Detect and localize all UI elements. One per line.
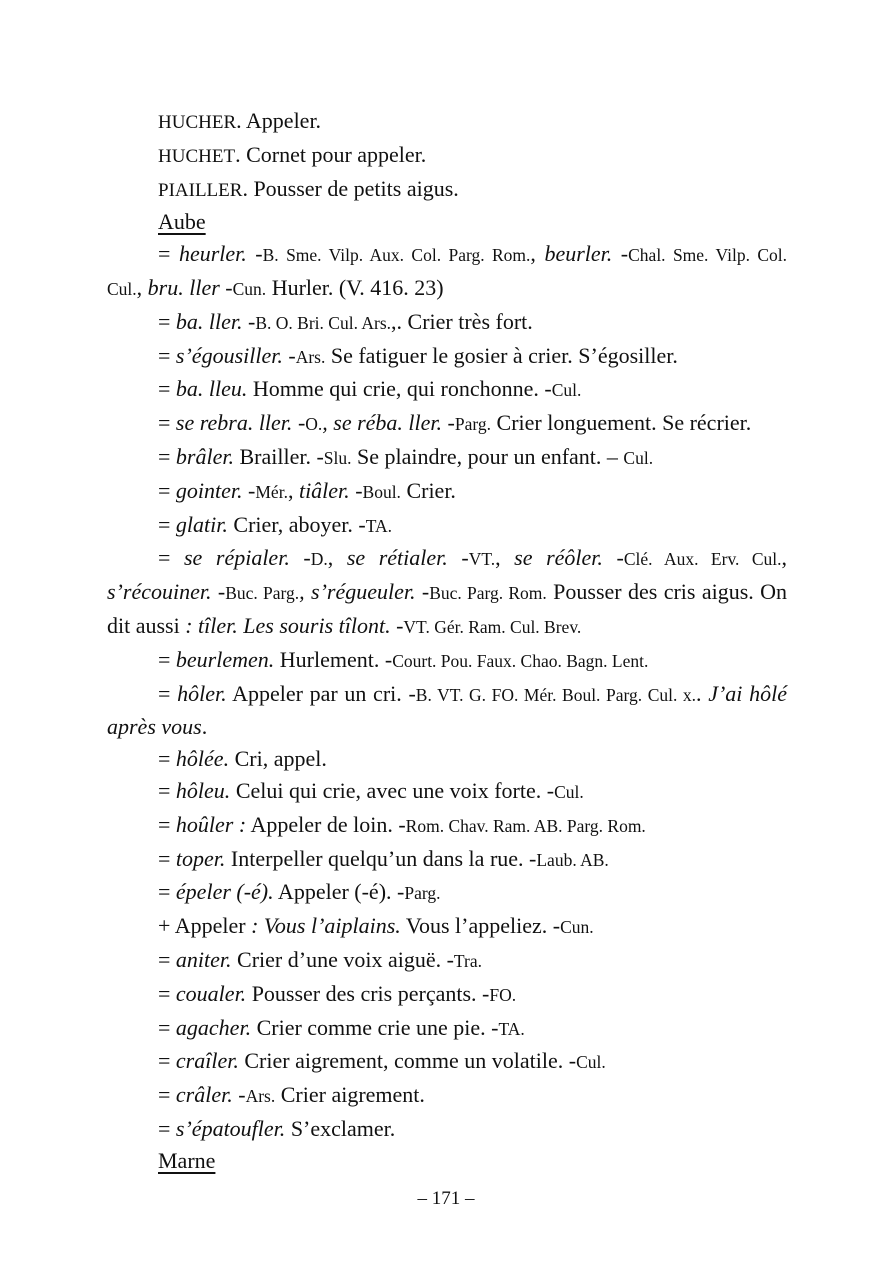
entry-text: = [158,241,179,267]
headword-text: glatir. [175,511,228,537]
entry-text: Appeler de loin. - [246,811,406,837]
dictionary-entry [107,105,787,139]
entry-text: . [201,714,208,740]
entry-text: . Appeler. [236,108,322,133]
entry-text: Pousser des cris perçants. - [246,980,490,1006]
headword-text: se réôler. [514,545,603,571]
entry-text: = [158,443,176,469]
entry-text: = [158,410,176,436]
location-abbrev: Parg. [454,414,492,435]
entry-text: , [287,477,299,503]
entry-text: - [289,545,311,571]
location-abbrev: B. VT. G. FO. Mér. Boul. Parg. Cul. x. [415,684,697,705]
entry-text: - [602,545,624,571]
headword-text: , s’régueuler. [299,579,416,605]
location-abbrev: Cun. [232,278,267,299]
entry-text: - [232,1082,246,1108]
entry-text: = [158,308,176,334]
headword-text: se rebra. ller. [175,410,293,436]
headword-text: ba. ller. [175,308,243,334]
entry-text: = [158,946,176,972]
entry-text: Crier longuement. Se récrier. [491,410,752,436]
entry-text: , [781,545,788,571]
entry-text: Hurler. (V. 416. 23) [266,274,444,300]
entry-text: - [292,410,306,436]
entry-text: Homme qui crie, qui ronchonne. - [247,376,552,402]
headword-text: , se réba. ller. [322,410,443,436]
location-abbrev: Ars. [295,346,326,367]
entry-text: , [530,241,545,267]
location-abbrev: Laub. AB. [536,849,609,870]
entry-text: PIAILLER [158,179,243,201]
location-abbrev: FO. [489,984,517,1005]
dictionary-entry [107,944,787,978]
entry-text: Pousser des cris aigus. On dit aussi [107,579,788,638]
entry-text: Aube [158,209,206,235]
entry-text: = [158,545,184,571]
entry-text: = [158,1082,176,1108]
entry-text: Appeler par un cri. - [226,680,416,706]
entry-text: - [242,477,256,503]
headword-text: ba. lleu. [175,376,248,402]
entry-text: = [158,342,176,368]
headword-text: beurlemen. [175,646,275,672]
entry-text: Crier. [400,477,456,503]
entry-text: HUCHER [158,112,237,133]
headword-text: heurler. [178,241,247,267]
location-abbrev: Buc. Parg. Rom. [429,583,547,604]
entry-text: Interpeller quelqu’un dans la rue. - [225,845,537,871]
headword-text: crâler. [175,1082,233,1108]
dictionary-entry [107,340,787,374]
entry-text: = [158,680,178,706]
location-abbrev: Cul. [551,380,582,401]
location-abbrev: Slu. [323,447,352,468]
entry-text: = [158,777,176,803]
location-abbrev: Cul. [576,1052,606,1073]
location-abbrev: Rom. Chav. Ram. AB. Parg. Rom. [405,815,646,836]
entry-text: = [158,646,176,672]
dictionary-entry [107,775,787,809]
location-abbrev: Court. Pou. Faux. Chao. Bagn. Lent. [392,650,649,671]
headword-text: se répialer. [183,545,290,571]
entry-text: - [219,274,233,300]
headword-text: agacher. [175,1014,252,1040]
entry-text: - [242,308,256,334]
page-number: – 171 – [417,1188,475,1209]
headword-text: s’épatoufler. [175,1115,286,1141]
location-abbrev: Cul. [623,447,654,468]
headword-text: se rétialer. [346,545,448,571]
dictionary-entry [107,407,787,441]
dictionary-entry [107,1113,787,1145]
entry-text: , [136,274,148,300]
dictionary-entry [107,542,787,643]
entry-text: Vous l’appeliez. - [400,913,561,939]
dictionary-entry [107,238,787,306]
entry-text: Cri, appel. [229,746,327,772]
entry-text: Crier d’une voix aiguë. - [231,946,454,972]
dictionary-entry [107,441,787,475]
dictionary-entry [107,910,787,944]
entry-text: Se plaindre, pour un enfant. – [351,443,624,469]
entry-text: . [696,680,709,706]
location-abbrev: Chal. Sme. Vilp. Col. Cul. [107,245,788,299]
entry-text: Marne [158,1147,216,1173]
entry-text: = [158,980,176,1006]
entry-text: = [158,879,176,905]
location-abbrev: Cun. [560,917,594,938]
dictionary-entry [107,809,787,843]
entry-text: = [158,477,176,503]
page-body [107,105,787,1177]
entry-text: Crier comme crie une pie. - [251,1014,499,1040]
headword-text: hôleu. [175,777,231,803]
dictionary-entry [107,306,787,340]
headword-text: s’récouiner. [107,579,212,605]
location-abbrev: Boul. [362,481,401,502]
headword-text: tiâler. [298,477,350,503]
entry-text: Crier aigrement, comme un volatile. - [238,1048,577,1074]
entry-text: = [158,1115,176,1141]
dictionary-entry [107,509,787,543]
headword-text: coualer. [175,980,247,1006]
location-abbrev: Buc. Parg. [225,583,300,604]
headword-text: beurler. [544,241,613,267]
dictionary-entry [107,743,787,775]
entry-text: Hurlement. - [274,646,393,672]
dictionary-entry [107,978,787,1012]
entry-text: = [158,746,176,772]
location-abbrev: B. Sme. Vilp. Aux. Col. Parg. Rom. [262,245,531,266]
headword-text: bru. ller [147,274,220,300]
entry-text: - [447,545,469,571]
region-heading [107,1145,787,1177]
headword-text: craîler. [175,1048,239,1074]
entry-text: Crier, aboyer. - [227,511,366,537]
entry-text: ,. Crier très fort. [391,308,533,334]
location-abbrev: Clé. Aux. Erv. Cul. [623,549,782,570]
entry-text: + Appeler [158,913,252,939]
dictionary-entry [107,475,787,509]
dictionary-entry [107,173,787,207]
entry-text: S’exclamer. [285,1115,396,1141]
entry-text: = [158,811,176,837]
dictionary-entry [107,876,787,910]
dictionary-entry [107,843,787,877]
headword-text: toper. [175,845,226,871]
headword-text: s’égousiller. [175,342,283,368]
headword-text: J’ai hôlé après vous [107,680,787,740]
entry-text: Brailler. - [233,443,324,469]
location-abbrev: Mér. [255,481,288,502]
entry-text: = [158,511,176,537]
headword-text: hôler. [177,680,227,706]
headword-text: : tîler. Les souris tîlont. [185,612,391,638]
entry-text: - [415,579,430,605]
dictionary-entry [107,678,787,744]
entry-text: , [495,545,515,571]
headword-text: : Vous l’aiplains. [251,913,401,939]
location-abbrev: O. [305,414,323,435]
headword-text: hôlée. [175,746,230,772]
entry-text: - [211,579,226,605]
headword-text: hoûler : [175,811,247,837]
headword-text: gointer. [175,477,243,503]
entry-text: Celui qui crie, avec une voix forte. - [230,777,555,803]
entry-text: - [442,410,455,436]
location-abbrev: Cul. [554,781,584,802]
dictionary-entry [107,139,787,173]
region-heading [107,206,787,238]
headword-text: brâler. [175,443,234,469]
location-abbrev: D. [310,549,328,570]
dictionary-entry [107,1045,787,1079]
location-abbrev: TA. [498,1018,525,1039]
entry-text: = [158,1048,176,1074]
entry-text: = [158,845,176,871]
entry-text: - [349,477,363,503]
dictionary-entry [107,1012,787,1046]
dictionary-entry [107,373,787,407]
location-abbrev: VT. Gér. Ram. Cul. Brev. [403,616,582,637]
location-abbrev: Tra. [453,950,482,971]
entry-text: - [390,612,404,638]
entry-text: Appeler (-é). - [273,879,405,905]
entry-text: Crier aigrement. [275,1082,425,1108]
entry-text: HUCHET [158,145,236,167]
entry-text: = [158,376,176,402]
entry-text: = [158,1014,176,1040]
location-abbrev: Ars. [245,1086,276,1107]
location-abbrev: VT. [468,549,496,570]
headword-text: épeler (-é). [175,879,274,905]
entry-text: . Cornet pour appeler. [235,141,427,167]
headword-text: aniter. [175,946,232,972]
location-abbrev: TA. [365,515,392,536]
location-abbrev: B. O. Bri. Cul. Ars. [255,312,392,333]
entry-text: , [327,545,347,571]
location-abbrev: Parg. [404,883,441,904]
entry-text: . Pousser de petits aigus. [242,175,459,201]
entry-text: Se fatiguer le gosier à crier. S’égosiller. [325,342,678,368]
dictionary-entry [107,644,787,678]
entry-text: - [246,241,263,267]
entry-text: - [282,342,296,368]
entry-text: - [612,241,629,267]
dictionary-entry [107,1079,787,1113]
